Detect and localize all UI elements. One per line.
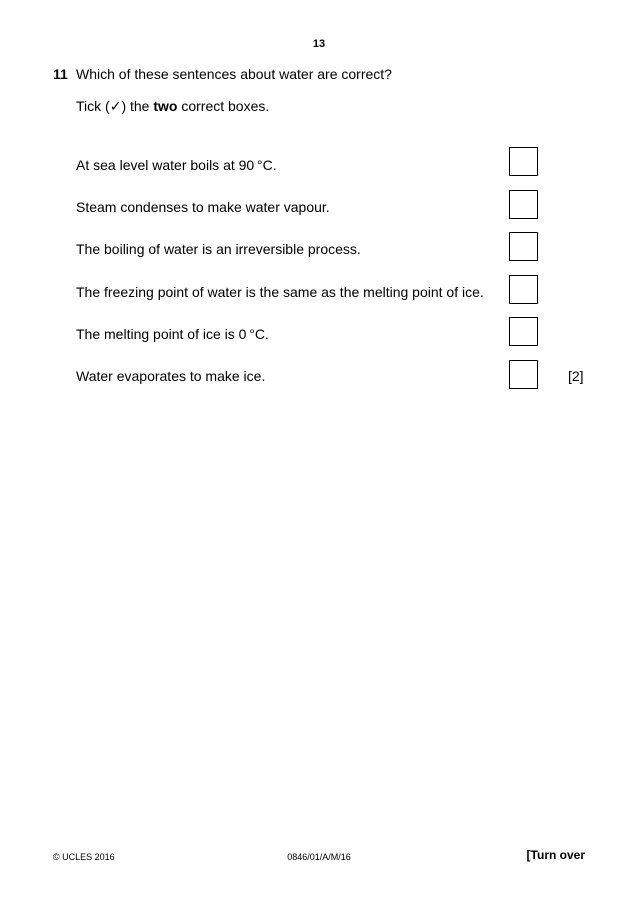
marks-allocation: [2] xyxy=(568,368,584,384)
option-text-6: Water evaporates to make ice. xyxy=(76,368,266,384)
footer-code: 0846/01/A/M/16 xyxy=(287,852,351,862)
footer-turn-over: [Turn over xyxy=(526,848,585,862)
instruction xyxy=(76,98,269,115)
question-number: 11 xyxy=(53,66,68,82)
instruction-prefix: Tick ( xyxy=(76,98,110,114)
option-text-1: At sea level water boils at 90 °C. xyxy=(76,157,277,173)
tick-box-6[interactable] xyxy=(509,360,538,389)
option-text-4: The freezing point of water is the same as the melting point of ice. xyxy=(76,284,484,300)
option-text-5: The melting point of ice is 0 °C. xyxy=(76,326,269,342)
tick-box-5[interactable] xyxy=(509,317,538,346)
tick-box-1[interactable] xyxy=(509,147,538,176)
option-text-2: Steam condenses to make water vapour. xyxy=(76,199,330,215)
tick-box-4[interactable] xyxy=(509,275,538,304)
footer-copyright: © UCLES 2016 xyxy=(53,852,115,862)
instruction-middle: ) the xyxy=(121,98,154,114)
page-number: 13 xyxy=(312,38,326,50)
tick-box-2[interactable] xyxy=(509,190,538,219)
instruction-emphasis: two xyxy=(153,98,178,114)
option-text-3: The boiling of water is an irreversible process. xyxy=(76,241,361,257)
tick-icon: ✓ xyxy=(109,98,122,114)
tick-box-3[interactable] xyxy=(509,232,538,261)
instruction-suffix: correct boxes. xyxy=(177,98,270,114)
question-text: Which of these sentences about water are correct? xyxy=(76,66,392,82)
